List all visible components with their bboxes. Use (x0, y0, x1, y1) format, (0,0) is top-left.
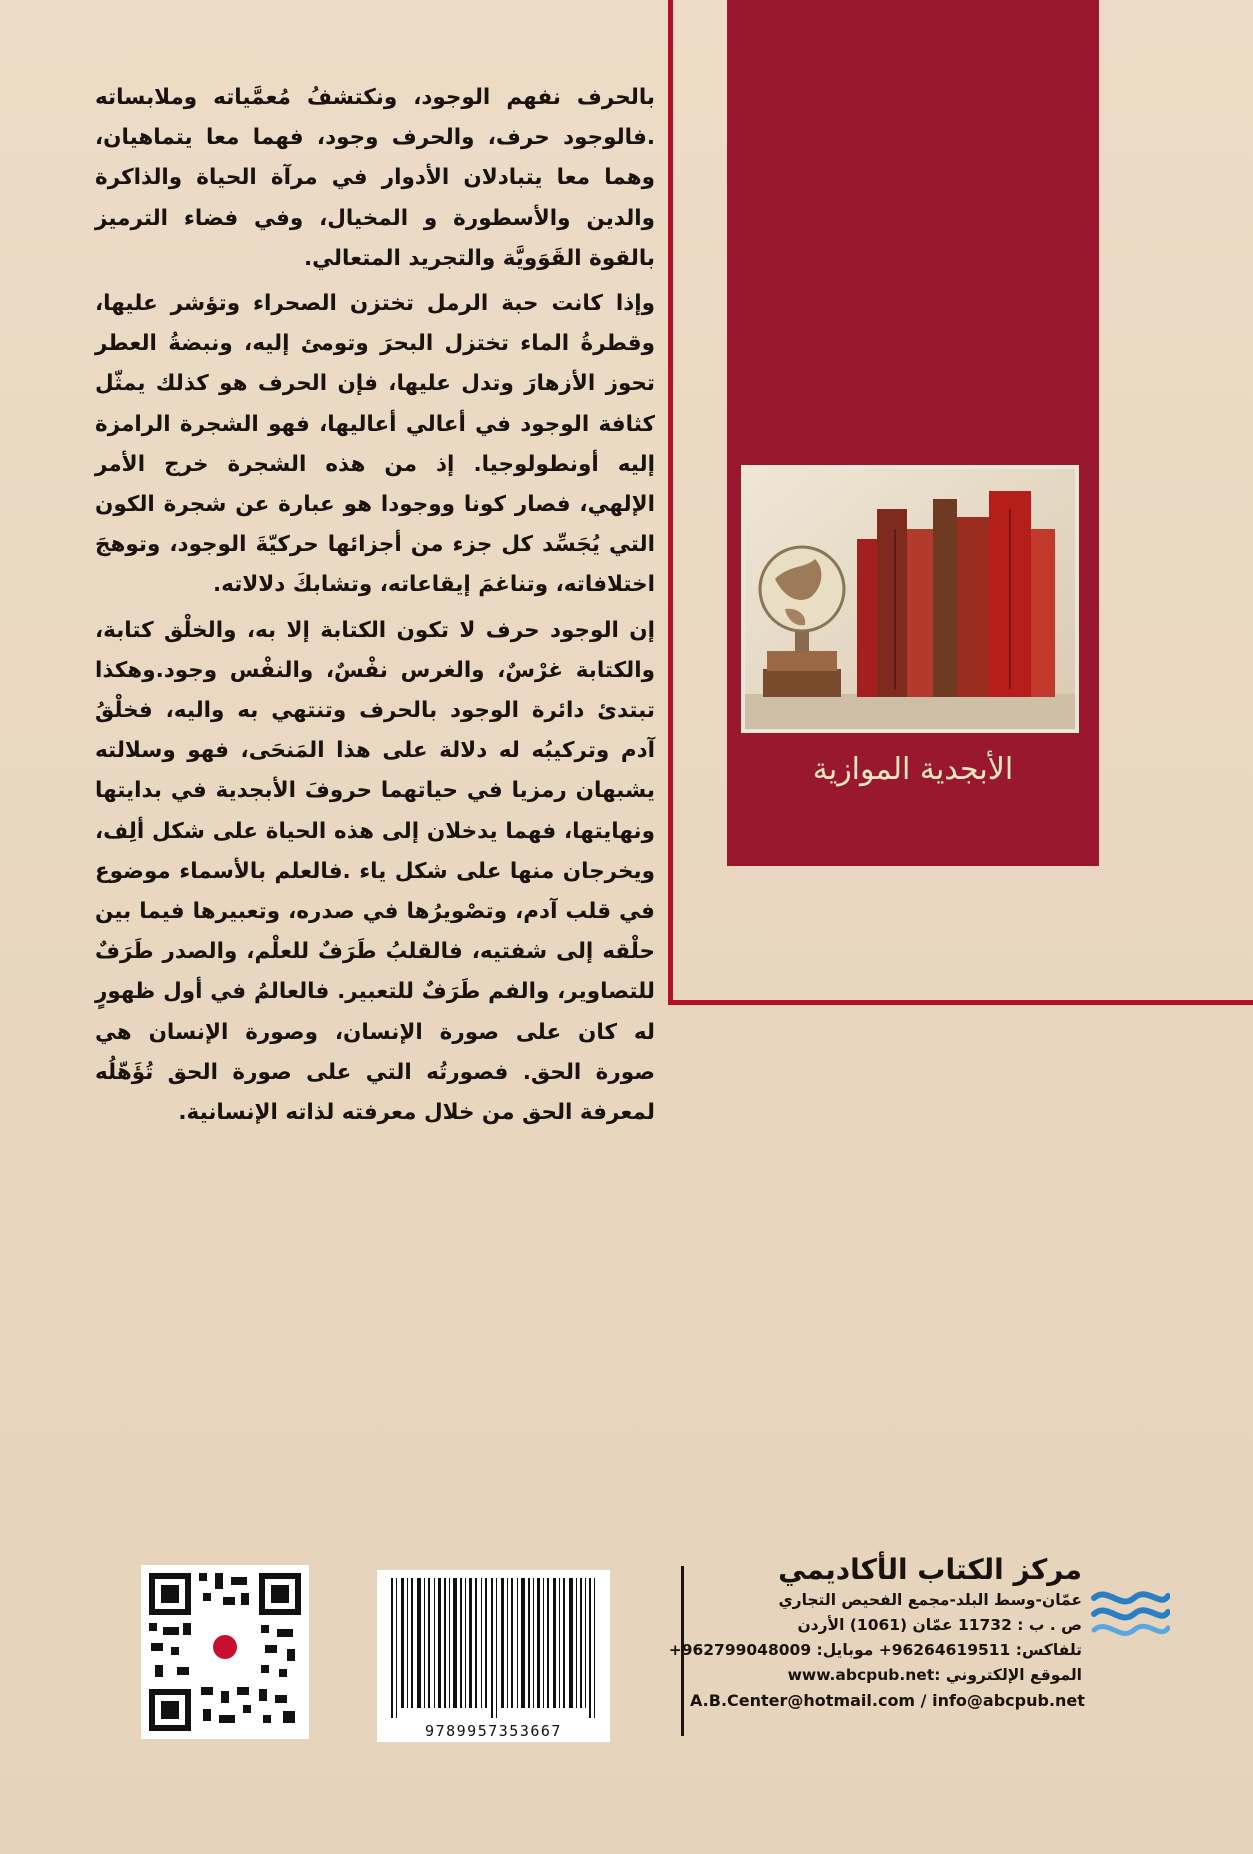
publisher-phones: تلفاكس: 96264619511+ موبايل: 962799048009+ (668, 1641, 1082, 1659)
blurb-paragraph: إن الوجود حرف لا تكون الكتابة إلا به، والخلْق كتابة، والكتابة غرْسٌ، والغرس نفْسٌ، والنفْس وجود.وهكذا تبتدئ دائرة الوجود بالحرف وتنتهي به واليه، فخلْقُ آدم وتركيبُه له دلالة على هذا المَنحَى، فهو وسلالته يشبهان رمزيا في حياتهما حروفَ الأبجدية في بدايتها ونهايتها، فهما يدخلان إلى هذه الحياة على شكل ألِف، ويخرجان منها على شكل ياء .فالعلم بالأسماء موضوع في قلب آدم، وتصْويرُها في صدره، وتعبيرها فيما بين حلْقه إلى شفتيه، فالقلبُ طَرَفٌ للعلْم، والصدر طَرَفٌ للتصاوير، والفم طَرَفٌ للتعبير. فالعالمُ في أول ظهورٍ له كان على صورة الإنسان، وصورة الإنسان هي صورة الحق. فصورتُه التي على صورة الحق تُؤَهّلُه لمعرفة الحق من خلال معرفته لذاته الإنسانية. (95, 617, 655, 1126)
isbn-number: 9789957353667 (425, 1722, 562, 1740)
publisher-website[interactable]: الموقع الإلكتروني :www.abcpub.net (787, 1666, 1082, 1684)
frame-line-vertical (668, 0, 673, 1005)
isbn-barcode (377, 1570, 610, 1742)
book-title: الأبجدية الموازية (812, 752, 1014, 787)
publisher-po-box: ص . ب : 11732 عمّان (1061) الأردن (797, 1616, 1082, 1634)
publisher-emails[interactable]: A.B.Center@hotmail.com / info@abcpub.net (690, 1691, 1085, 1710)
publisher-info (668, 1552, 1085, 1713)
red-panel (727, 0, 1099, 866)
frame-line-horizontal (668, 1000, 1253, 1005)
publisher-logo-icon (1090, 1580, 1170, 1640)
books-globe-photo (741, 465, 1079, 733)
publisher-address: عمّان-وسط البلد-مجمع الفحيص التجاري (778, 1591, 1082, 1609)
blurb-text (95, 78, 655, 1138)
logo-icon (213, 1635, 237, 1659)
books-illustration (745, 469, 1075, 729)
qr-code (141, 1565, 309, 1739)
barcode-icon (377, 1570, 610, 1720)
publisher-name: مركز الكتاب الأكاديمي (778, 1553, 1082, 1586)
blurb-paragraph: وإذا كانت حبة الرمل تختزن الصحراء وتؤشر عليها، وقطرةُ الماء تختزل البحرَ وتومئ إليه، ونبضةُ العطر تحوز الأزهارَ وتدل عليها، فإن الحرف هو كذلك يمثّل كثافة الوجود في أعالي أعاليها، فهو الشجرة الرامزة إليه أونطولوجيا. إذ من هذه الشجرة خرج الأمر الإلهي، فصار كونا ووجودا هو عبارة عن شجرة الكون التي يُجَسِّد كل جزء من أجزائها حركيّةَ الوجود، وتوهجَ اختلافاته، وتناغمَ إيقاعاته، وتشابكَ دلالاته. (95, 291, 655, 598)
blurb-paragraph: بالحرف نفهم الوجود، ونكتشفُ مُعمَّياته وملابساته .فالوجود حرف، والحرف وجود، فهما معا يتماهيان، وهما معا يتبادلان الأدوار في مرآة الحياة والذاكرة والدين والأسطورة و المخيال، وفي فضاء الترميز بالقوة القَوَويَّة والتجريد المتعالي. (95, 85, 655, 271)
qr-code-icon (141, 1565, 309, 1739)
